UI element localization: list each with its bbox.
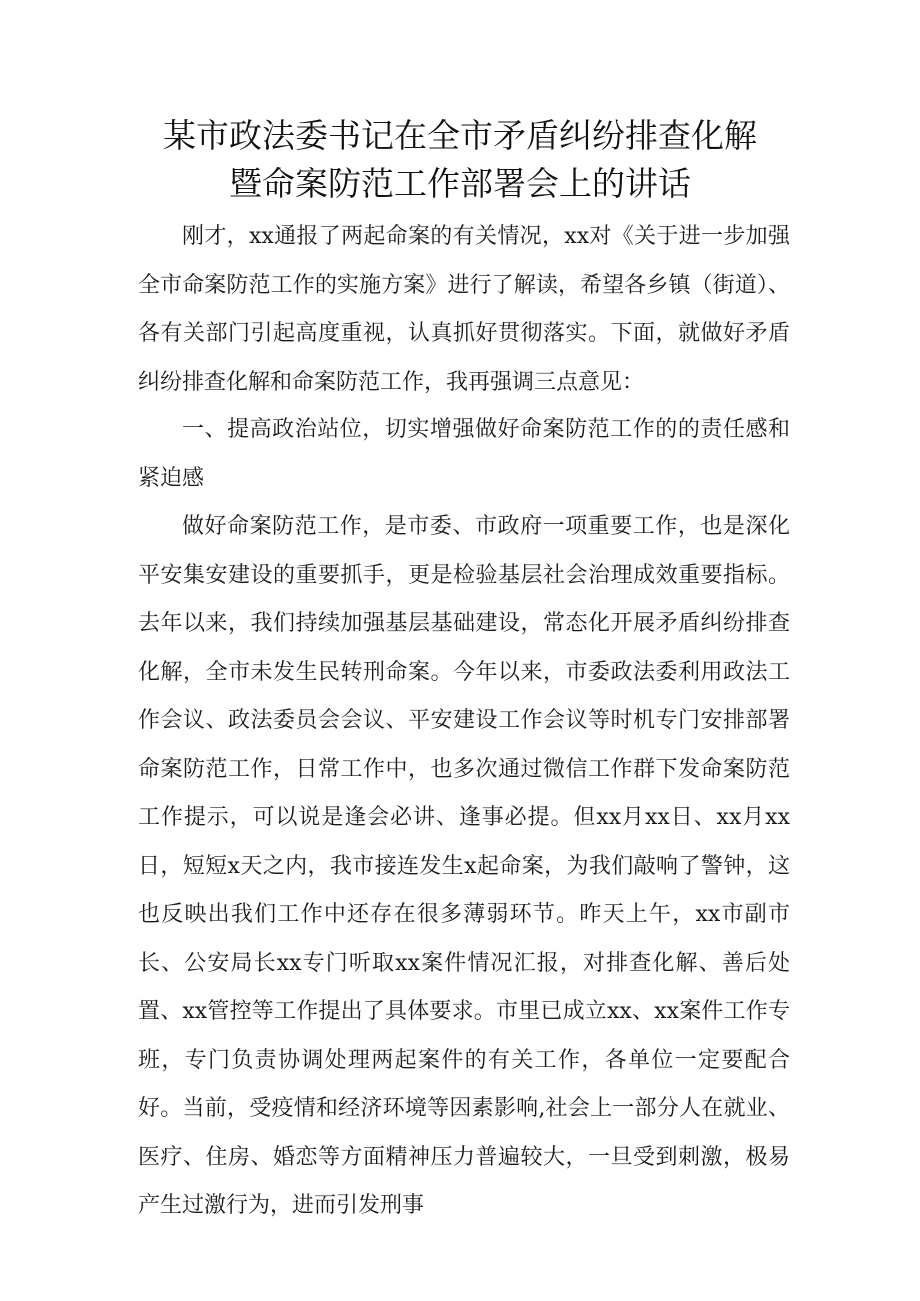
body-paragraph-main — [138, 503, 790, 1231]
body-paragraph-intro — [138, 213, 790, 407]
section-heading-text: 一、提高政治站位，切实增强做好命案防范工作的的责任感和紧迫感 — [138, 417, 790, 491]
paragraph-text: 做好命案防范工作，是市委、市政府一项重要工作，也是深化平安集安建设的重要抓手，更是检验基层社会治理成效重要指标。去年以来，我们持续加强基层基础建设，常态化开展矛盾纠纷排查化解，全市未发生民转刑命案。今年以来，市委政法委利用政法工作会议、政法委员会会议、平安建设工作会议等时机专门安排部署命案防范工作，日常工作中，也多次通过微信工作群下发命案防范工作提示，可以说是逢会必讲、逢事必提。但xx月xx日、xx月xx日，短短x天之内，我市接连发生x起命案，为我们敲响了警钟，这也反映出我们工作中还存在很多薄弱环节。昨天上午，xx市副市长、公安局长xx专门听取xx案件情况汇报，对排查化解、善后处置、xx管控等工作提出了具体要求。市里已成立xx、xx案件工作专班，专门负责协调处理两起案件的有关工作，各单位一定要配合好。当前，受疫情和经济环境等因素影响,社会上一部分人在就业、医疗、住房、婚恋等方面精神压力普遍较大，一旦受到刺激，极易产生过激行为，进而引发刑事 — [138, 514, 790, 1218]
document-title-line-1: 某市政法委书记在全市矛盾纠纷排查化解 — [163, 116, 757, 155]
section-heading-1 — [138, 406, 790, 503]
paragraph-text: 刚才，xx通报了两起命案的有关情况，xx对《关于进一步加强全市命案防范工作的实施方案》进行了解读，希望各乡镇（街道）、各有关部门引起高度重视，认真抓好贯彻落实。下面，就做好矛盾纠纷排查化解和命案防范工作，我再强调三点意见： — [138, 224, 790, 395]
document-title-line-2: 暨命案防范工作部署会上的讲话 — [229, 164, 691, 203]
